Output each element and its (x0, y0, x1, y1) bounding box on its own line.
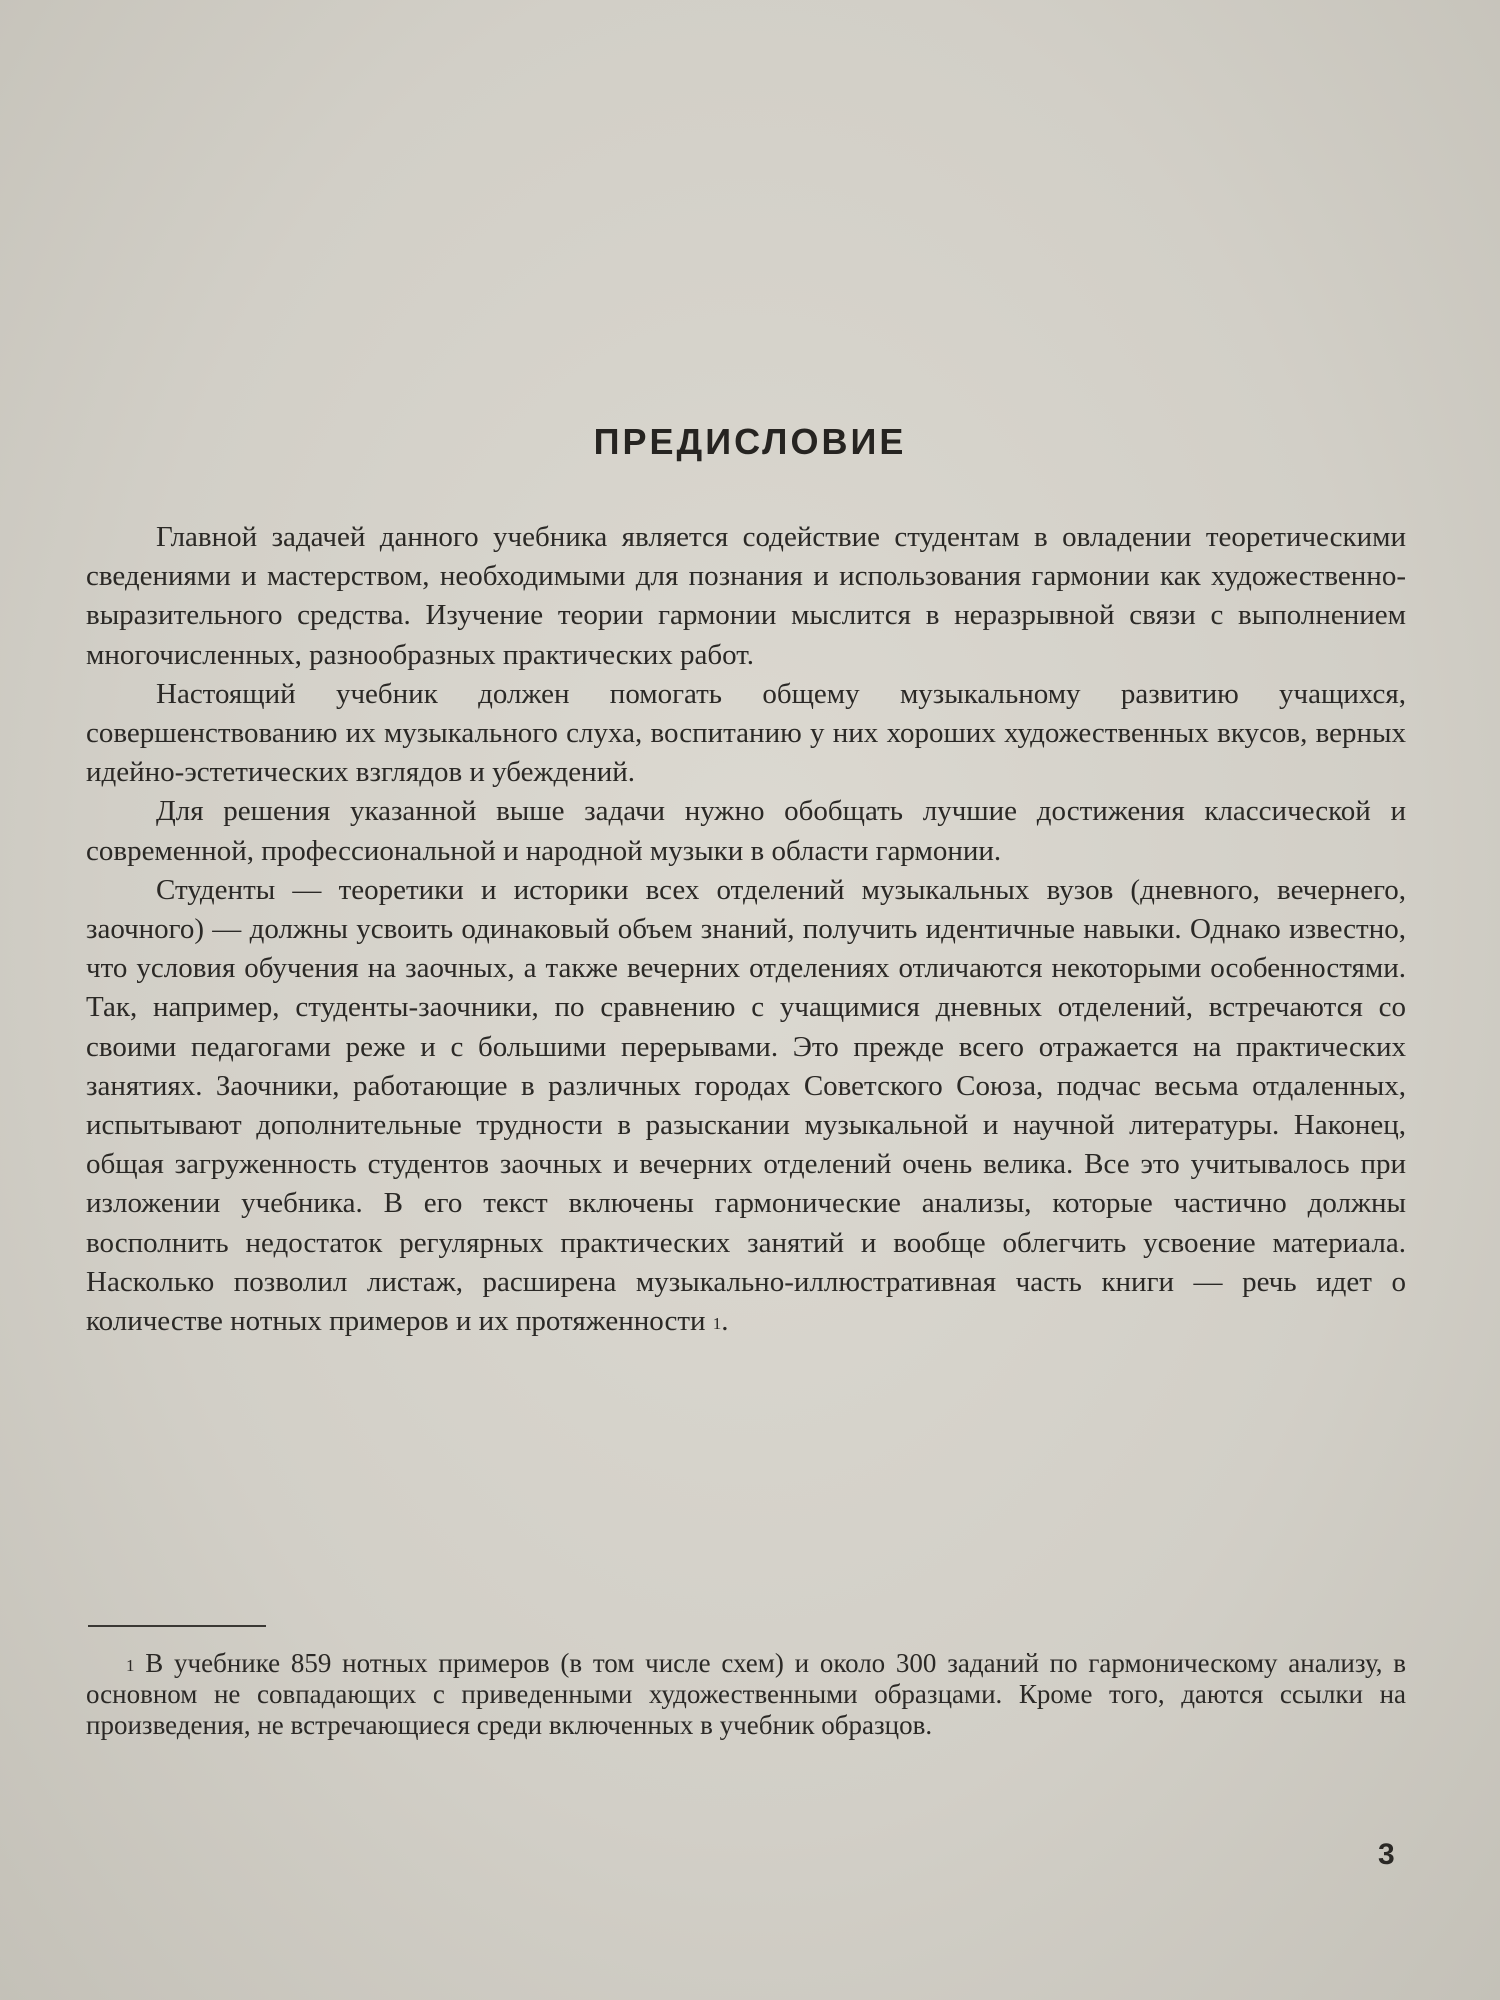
page-title: ПРЕДИСЛОВИЕ (593, 421, 907, 462)
footnote-separator (88, 1625, 266, 1627)
footnote (86, 1648, 1406, 1741)
paragraph-2: Настоящий учебник должен помогать общему музыкальному развитию учащихся, совершенствованию их музыкального слуха, воспитанию у них хороших художественных вкусов, верных идейно-эстетических взглядов и убеждений. (86, 677, 1406, 789)
preface-body (86, 518, 1406, 1341)
paragraph-4-text: Студенты — теоретики и историки всех отделений музыкальных вузов (дневного, вечернего, заочного) — должны усвоить одинаковый объем знаний, получить идентичные навыки. Однако известно, что условия обучения на заочных, а также вечерних отделениях отличаются некоторыми особенностями. Так, например, студенты-заочники, по сравнению с учащимися дневных отделений, встречаются со своими педагогами реже и с большими перерывами. Это прежде всего отражается на практических занятиях. Заочники, работающие в различных городах Советского Союза, подчас весьма отдаленных, испытывают дополнительные трудности в разыскании музыкальной и научной литературы. Наконец, общая загруженность студентов заочных и вечерних отделений очень велика. Все это учитывалось при изложении учебника. В его текст включены гармонические анализы, которые частично должны восполнить недостаток регулярных практических занятий и вообще облегчить усвоение материала. Насколько позволил листаж, расширена музыкально-иллюстративная часть книги — речь идет о количестве нотных примеров и их протяженности (86, 873, 1406, 1338)
paragraph-3: Для решения указанной выше задачи нужно обобщать лучшие достижения классической и современной, профессиональной и народной музыки в области гармонии. (86, 795, 1406, 867)
paragraph-1: Главной задачей данного учебника является содействие студентам в овладении теоретическими сведениями и мастерством, необходимыми для познания и использования гармонии как художественно-выразительного средства. Изучение теории гармонии мыслится в неразрывной связи с выполнением многочисленных, разнообразных практических работ. (86, 521, 1406, 671)
footnote-reference: 1 (712, 1314, 722, 1334)
footnote-text: В учебнике 859 нотных примеров (в том числе схем) и около 300 заданий по гармоническому анализу, в основном не совпадающих с приведенными художественными образцами. Кроме того, даются ссылки на произведения, не встречающиеся среди включенных в учебник образцов. (86, 1648, 1407, 1740)
footnote-marker: 1 (126, 1656, 135, 1675)
paragraph-4: Студенты — теоретики и историки всех отделений музыкальных вузов (дневного, вечернего, заочного) — должны усвоить одинаковый объем знаний, получить идентичные навыки. Однако известно, что условия обучения на заочных, а также вечерних отделениях отличаются некоторыми особенностями. Так, например, студенты-заочники, по сравнению с учащимися дневных отделений, встречаются со своими педагогами реже и с большими перерывами. Это прежде всего отражается на практических занятиях. Заочники, работающие в различных городах Советского Союза, подчас весьма отдаленных, испытывают дополнительные трудности в разыскании музыкальной и научной литературы. Наконец, общая загруженность студентов заочных и вечерних отделений очень велика. Все это учитывалось при изложении учебника. В его текст включены гармонические анализы, которые частично должны восполнить недостаток регулярных практических занятий и вообще облегчить усвоение материала. Насколько позволил листаж, расширена музыкально-иллюстративная часть книги — речь идет о количестве нотных примеров и их протяженности $^1$. (86, 873, 1406, 1338)
page-number: 3 (1378, 1838, 1395, 1871)
